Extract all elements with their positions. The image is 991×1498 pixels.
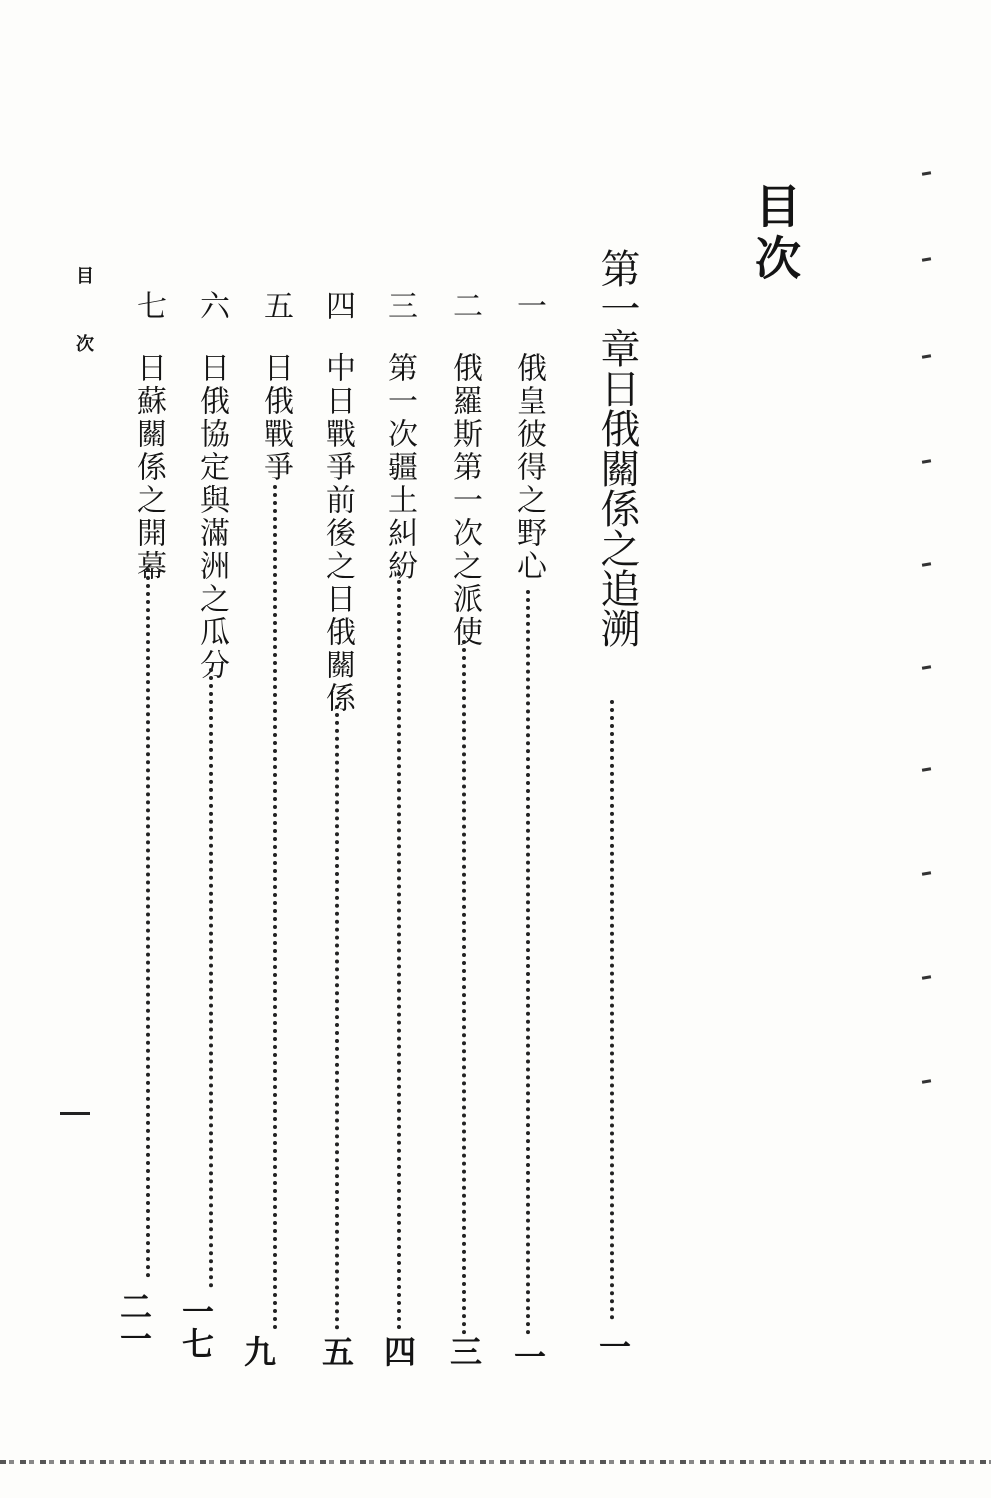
binding-mark bbox=[922, 975, 931, 980]
binding-mark bbox=[922, 665, 931, 670]
toc-entry-page: 五 bbox=[317, 1335, 355, 1367]
toc-entry-page: 四 bbox=[379, 1335, 417, 1367]
chapter-page-number: 一 bbox=[594, 1330, 632, 1362]
toc-entry-number: 三 bbox=[382, 290, 417, 320]
toc-entry-title: 俄皇彼得之野心 bbox=[511, 352, 546, 583]
toc-entry-leader bbox=[146, 568, 150, 1278]
page-folio bbox=[60, 1112, 90, 1115]
page-title: 目次 bbox=[748, 182, 802, 286]
toc-entry-number: 七 bbox=[131, 290, 166, 320]
binding-mark bbox=[922, 257, 931, 262]
binding-mark bbox=[922, 767, 931, 772]
toc-entry-leader bbox=[526, 590, 530, 1335]
chapter-number: 第一章 bbox=[594, 248, 640, 368]
toc-entry-page: 一 bbox=[509, 1340, 547, 1372]
binding-mark bbox=[922, 1079, 931, 1084]
toc-entry-page: 九 bbox=[239, 1335, 277, 1367]
toc-entry-title: 日俄協定與滿洲之瓜分 bbox=[194, 352, 229, 682]
chapter-heading bbox=[594, 248, 640, 648]
toc-entry-page: 三 bbox=[445, 1335, 483, 1367]
toc-entry-leader bbox=[462, 640, 466, 1335]
binding-mark bbox=[922, 871, 931, 876]
binding-mark bbox=[922, 562, 931, 567]
scan-edge bbox=[0, 1460, 991, 1464]
running-header-char: 目 bbox=[76, 266, 94, 287]
toc-entry-number: 一 bbox=[511, 290, 546, 320]
toc-entry-title: 日俄戰爭 bbox=[258, 352, 293, 484]
toc-entry-title: 日蘇關係之開幕 bbox=[131, 352, 166, 583]
running-header-char: 次 bbox=[76, 334, 94, 355]
toc-entry-number: 四 bbox=[320, 290, 355, 320]
toc-entry-number: 六 bbox=[194, 290, 229, 320]
chapter-title: 日俄關係之追溯 bbox=[594, 368, 640, 648]
toc-entry-title: 第一次疆土糾紛 bbox=[382, 352, 417, 583]
toc-entry-title: 中日戰爭前後之日俄關係 bbox=[320, 352, 355, 715]
binding-mark bbox=[922, 459, 931, 464]
toc-entry-leader bbox=[273, 485, 277, 1330]
binding-mark bbox=[922, 171, 931, 176]
toc-entry-page: 一七 bbox=[177, 1295, 215, 1359]
toc-entry-leader bbox=[209, 668, 213, 1288]
binding-mark bbox=[922, 354, 931, 359]
toc-entry-leader bbox=[397, 572, 401, 1330]
toc-entry-number: 二 bbox=[447, 290, 482, 320]
chapter-leader bbox=[610, 700, 614, 1320]
toc-entry-title: 俄羅斯第一次之派使 bbox=[447, 352, 482, 649]
toc-entry-page: 二一 bbox=[115, 1290, 153, 1354]
toc-entry-leader bbox=[335, 705, 339, 1330]
toc-entry-number: 五 bbox=[258, 290, 293, 320]
